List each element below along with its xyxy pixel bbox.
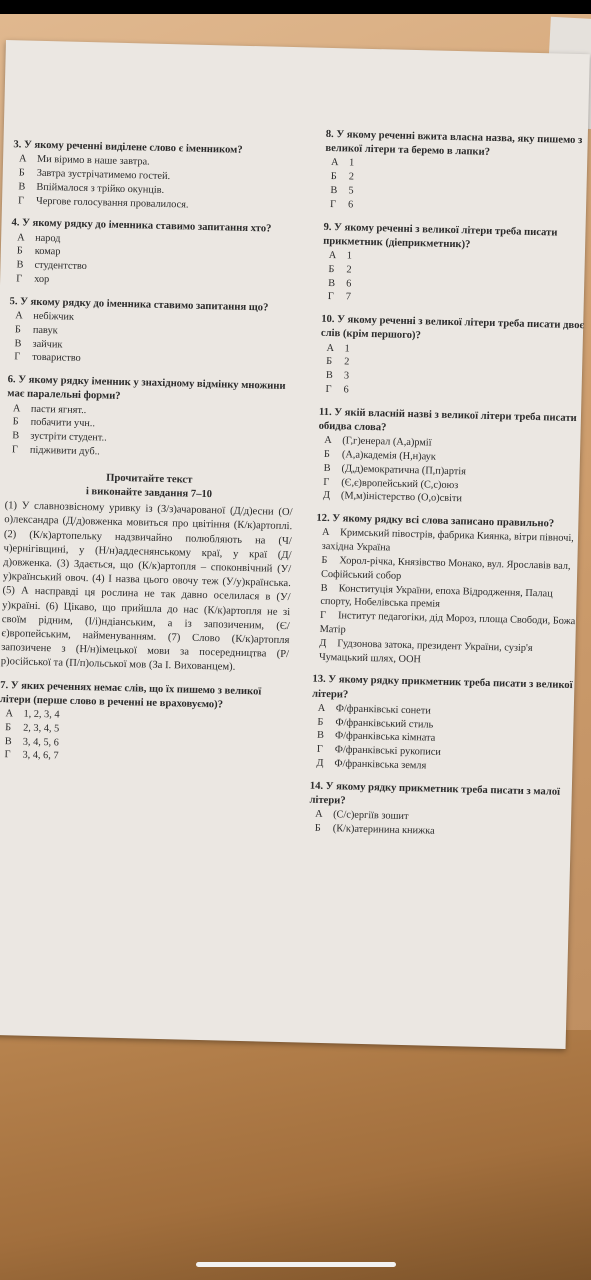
option-letter: Б <box>317 716 324 728</box>
option-letter: Г <box>17 194 25 207</box>
question-12-options <box>313 526 586 671</box>
home-indicator[interactable] <box>196 1262 396 1267</box>
option-letter: Г <box>319 610 327 622</box>
question-8-options <box>324 156 591 218</box>
option-text: Чергове голосування провалилося. <box>35 195 189 211</box>
option-text: Завтра зустрічатимемо гостей. <box>36 167 171 183</box>
option-text: підживити дуб.. <box>29 444 100 458</box>
option-text: 6 <box>346 277 352 290</box>
option-letter: В <box>14 337 22 350</box>
option-letter: А <box>326 342 335 354</box>
option-letter: В <box>325 370 333 382</box>
option-text: студентство <box>34 259 88 273</box>
option-letter: Б <box>12 416 19 428</box>
option-letter: Д <box>319 637 327 649</box>
option-text: Гудзонова затока, президент України, сузір'я Чумацький шлях, ООН <box>318 638 533 665</box>
option-letter: Г <box>14 351 21 363</box>
question-6-title: 6. У якому рядку іменник у знахідному відмінку множини має паралельні форми? <box>7 374 286 403</box>
option-text: (К/к)атеринина книжка <box>332 823 435 837</box>
option-letter: А <box>18 153 27 165</box>
option-text: 5 <box>348 185 354 197</box>
option-text: Ф/франківський стиль <box>335 716 434 731</box>
option-text: 2 <box>346 264 352 276</box>
question-7-options <box>0 707 288 769</box>
option-text: Інститут педагогіки, дід Мороз, площа Свободи, Божа Матір <box>319 610 576 636</box>
option-text: Конституція України, епоха Відродження, Палац спорту, Нобелівська премія <box>320 582 553 611</box>
option-letter: Б <box>16 245 23 257</box>
option-text: (А,а)кадемія (Н,н)аук <box>341 449 437 463</box>
option-text: (С/с)ергіїв зошит <box>333 809 409 823</box>
test-page <box>0 40 590 1049</box>
option-text: 6 <box>347 199 354 211</box>
question-9-title: 9. У якому реченні з великої літери треба писати прикметник (діеприкметник)? <box>323 221 558 251</box>
option-letter: Б <box>18 167 25 179</box>
option-letter: А <box>12 402 21 415</box>
phone-status-bar <box>0 0 591 14</box>
table-edge <box>0 1030 591 1280</box>
option-text: 3 <box>343 370 350 382</box>
option-letter: Б <box>314 822 321 834</box>
option-text: 7 <box>345 291 352 303</box>
option-text: 1 <box>346 250 353 262</box>
question-14-title: 14. У якому рядку прикметник треба писати з малої літери? <box>309 780 561 807</box>
question-11-options <box>317 434 589 510</box>
option-text: Впіймалося з трійко окунців. <box>36 181 165 196</box>
option-letter: А <box>317 702 326 714</box>
option-text: 2, 3, 4, 5 <box>23 722 60 735</box>
question-14-options <box>309 808 580 842</box>
option-letter: В <box>12 430 20 442</box>
option-letter: А <box>324 435 332 447</box>
question-7-title: 7. У яких реченнях немає слів, що їх пишемо з великої літери (перше слово в реченні не враховуємо)? <box>0 679 262 711</box>
option-letter: В <box>316 730 325 742</box>
question-5-title: 5. У якому рядку до іменника ставимо запитання що? <box>9 295 269 314</box>
option-text: Ф/франківські сонети <box>335 703 431 717</box>
option-text: 6 <box>343 384 349 396</box>
option-letter: Д <box>322 490 331 502</box>
option-text: 2 <box>344 356 350 368</box>
option-letter: Г <box>325 383 332 396</box>
option-text: павук <box>32 324 58 337</box>
option-letter: А <box>315 808 323 821</box>
question-9-options <box>322 249 591 311</box>
option-letter: В <box>320 582 328 594</box>
left-column <box>0 138 302 769</box>
option-text: Ф/франківські рукописи <box>334 744 442 758</box>
option-letter: А <box>328 249 337 262</box>
option-letter: Б <box>14 324 21 336</box>
question-6-options <box>6 402 295 464</box>
option-letter: Г <box>16 273 23 285</box>
option-text: Ф/франківська кімната <box>334 730 436 745</box>
option-text: побачити учн.. <box>30 417 96 430</box>
right-column <box>309 128 591 842</box>
option-text: (Д,д)емократична (П,п)артія <box>341 463 467 478</box>
question-3-title: 3. У якому реченні виділене слово є іменником? <box>13 139 243 156</box>
option-letter: Г <box>327 291 334 303</box>
task-heading-2: і виконайте завдання 7–10 <box>85 486 213 501</box>
option-letter: Г <box>323 476 330 488</box>
option-text: зустріти студент.. <box>30 430 107 444</box>
option-letter: В <box>330 184 338 197</box>
option-letter: Г <box>316 743 323 756</box>
option-letter: Б <box>330 171 337 183</box>
question-12-title: 12. У якому рядку всі слова записано правильно? <box>316 512 555 530</box>
option-letter: В <box>18 181 26 193</box>
option-letter: В <box>4 735 12 747</box>
option-letter: Б <box>326 356 333 368</box>
question-8-title: 8. У якому реченні вжита власна назва, яку пишемо з великої літери та беремо в лапки? <box>325 128 583 159</box>
option-letter: Г <box>4 749 11 761</box>
question-11-title: 11. У якій власній назві з великої літери треба писати обидва слова? <box>318 406 577 434</box>
question-13-title: 13. У якому рядку прикметник треба писати з великої літери? <box>311 674 573 701</box>
option-letter: А <box>330 157 339 169</box>
question-4-options <box>10 231 299 293</box>
option-letter: Г <box>329 198 337 210</box>
option-letter: Г <box>11 444 19 456</box>
question-5-options <box>8 309 297 371</box>
option-letter: Д <box>316 757 324 769</box>
question-3-options <box>12 152 301 214</box>
option-text: Хорол-річка, Князівство Монако, вул. Ярославів вал, Софійський собор <box>320 555 571 582</box>
option-letter: Б <box>5 721 12 734</box>
option-text: хор <box>34 273 50 286</box>
option-text: товариство <box>32 352 81 365</box>
reading-passage: (1) У славнозвісному уривку із (З/з)ачарованої (Д/д)есни (О/о)лександра (Д/д)овженка мовиться про цвітіння (К/к)артоплі. (2) (К/к)артопельку надзвичайно полюбляють на (Ч/ч)ернігівщині, у (Н/н)аддеснянському краї, у краї (Д/д)овженка. (3) Здається, що (К/к)артопля – споконвічний (У/у)країнський овоч. (4) І назва цього овочу теж (У/у)країнська. (5) А насправді ця рослина не так давно оселилася в (У/у)країні. (6) Цікаво, що прийшла до нас (К/к)артопля не зі своїм рідним, (І/і)ндіанським, а із запозиченим, (Є/є)вропейським, найменуванням. (7) Слово (К/к)артопля запозичене з (Н/н)імецької мови за посередництва (Р/р)осійської та (П/п)ольської мов (За І. Вихованцем). <box>0 500 293 674</box>
option-text: (М,м)іністерство (О,о)світи <box>340 490 463 505</box>
task-heading-1: Прочитайте текст <box>106 472 193 486</box>
option-text: 1 <box>344 342 350 355</box>
option-text: Ф/франківська земля <box>334 758 427 772</box>
option-text: 3, 4, 6, 7 <box>22 750 59 762</box>
option-letter: Б <box>323 448 331 461</box>
option-text: народ <box>35 232 61 244</box>
option-text: небіжчик <box>33 310 75 323</box>
option-text: 1, 2, 3, 4 <box>23 708 60 721</box>
option-letter: Б <box>328 263 335 275</box>
option-letter: А <box>17 231 25 244</box>
option-text: Ми віримо в наше завтра. <box>36 154 150 168</box>
option-text: (Є,є)вропейський (С,с)оюз <box>341 476 459 491</box>
option-letter: А <box>15 310 23 322</box>
option-text: пасти ягнят.. <box>30 403 87 416</box>
option-text: 1 <box>348 157 355 169</box>
question-10-title: 10. У якому реченні з великої літери треба писати двоє слів (крім першого)? <box>320 313 585 342</box>
option-letter: В <box>323 462 331 474</box>
option-letter: В <box>16 259 24 271</box>
option-letter: Б <box>321 554 328 566</box>
option-text: 2 <box>348 171 355 183</box>
option-text: 3, 4, 5, 6 <box>22 736 60 749</box>
answer-option <box>319 637 584 671</box>
option-text: Кримський півострів, фабрика Киянка, вітри півночі, західна Україна <box>321 527 574 554</box>
option-text: зайчик <box>32 338 63 351</box>
option-letter: А <box>321 527 330 539</box>
option-text: (Г,г)енерал (А,а)рмії <box>342 435 432 449</box>
question-13-options <box>310 701 582 777</box>
option-letter: В <box>328 277 336 289</box>
option-letter: А <box>5 708 14 720</box>
question-10-options <box>319 341 590 403</box>
option-text: комар <box>34 246 61 258</box>
question-4-title: 4. У якому рядку до іменника ставимо запитання хто? <box>11 217 272 235</box>
